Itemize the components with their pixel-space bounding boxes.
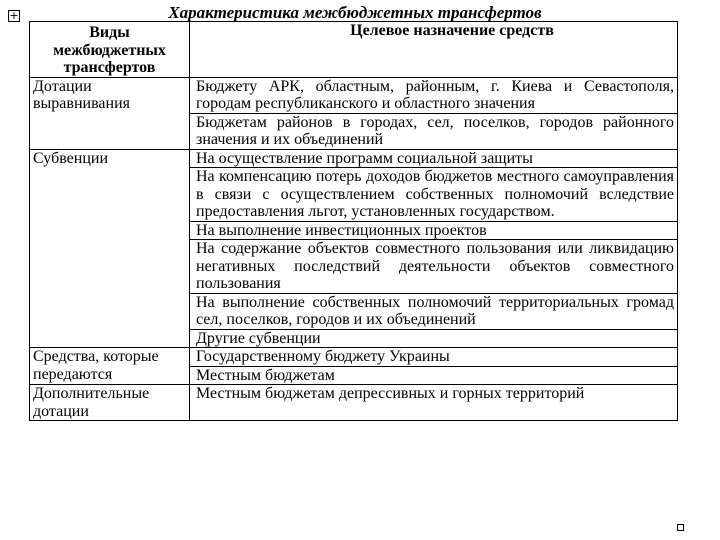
table-row	[30, 149, 678, 168]
header-purpose: Целевое назначение средств	[190, 22, 678, 78]
header-row	[30, 22, 678, 78]
cell-purpose: Другие субвенции	[190, 329, 678, 348]
cell-purpose: Бюджету АРК, областным, районным, г. Киева и Севастополя, городам республиканского и областного значения	[190, 77, 678, 113]
table-resize-handle[interactable]	[677, 524, 684, 531]
cell-purpose: Местным бюджетам	[190, 366, 678, 385]
cell-purpose: Государственному бюджету Украины	[190, 348, 678, 367]
cell-type-equalization-grants: Дотации выравнивания	[30, 77, 190, 149]
table-title: Характеристика межбюджетных трансфертов	[168, 3, 542, 22]
cell-purpose: На содержание объектов совместного пользования или ликвидацию негативных последствий деятельности объектов совместного пользования	[190, 240, 678, 294]
cell-purpose: На выполнение инвестиционных проектов	[190, 221, 678, 240]
table-row	[30, 385, 678, 421]
table-row	[30, 77, 678, 113]
cell-type-additional-grants: Дополнительные дотации	[30, 385, 190, 421]
table-row	[30, 348, 678, 367]
cell-purpose: Местным бюджетам депрессивных и горных территорий	[190, 385, 678, 421]
transfers-table	[29, 21, 678, 421]
table-move-handle-icon[interactable]: +	[9, 9, 19, 22]
cell-purpose: На компенсацию потерь доходов бюджетов местного самоуправления в связи с осуществлением собственных полномочий вследствие предоставления льгот, установленных государством.	[190, 168, 678, 222]
cell-purpose: На выполнение собственных полномочий территориальных громад сел, поселков, городов и их объединений	[190, 293, 678, 329]
cell-purpose: На осуществление программ социальной защиты	[190, 149, 678, 168]
header-transfer-types: Виды межбюджетных трансфертов	[30, 22, 190, 78]
cell-type-transferred-funds: Средства, которые передаются	[30, 348, 190, 385]
cell-purpose: Бюджетам районов в городах, сел, поселков, городов районного значения и их объединений	[190, 113, 678, 149]
cell-type-subventions: Субвенции	[30, 149, 190, 348]
